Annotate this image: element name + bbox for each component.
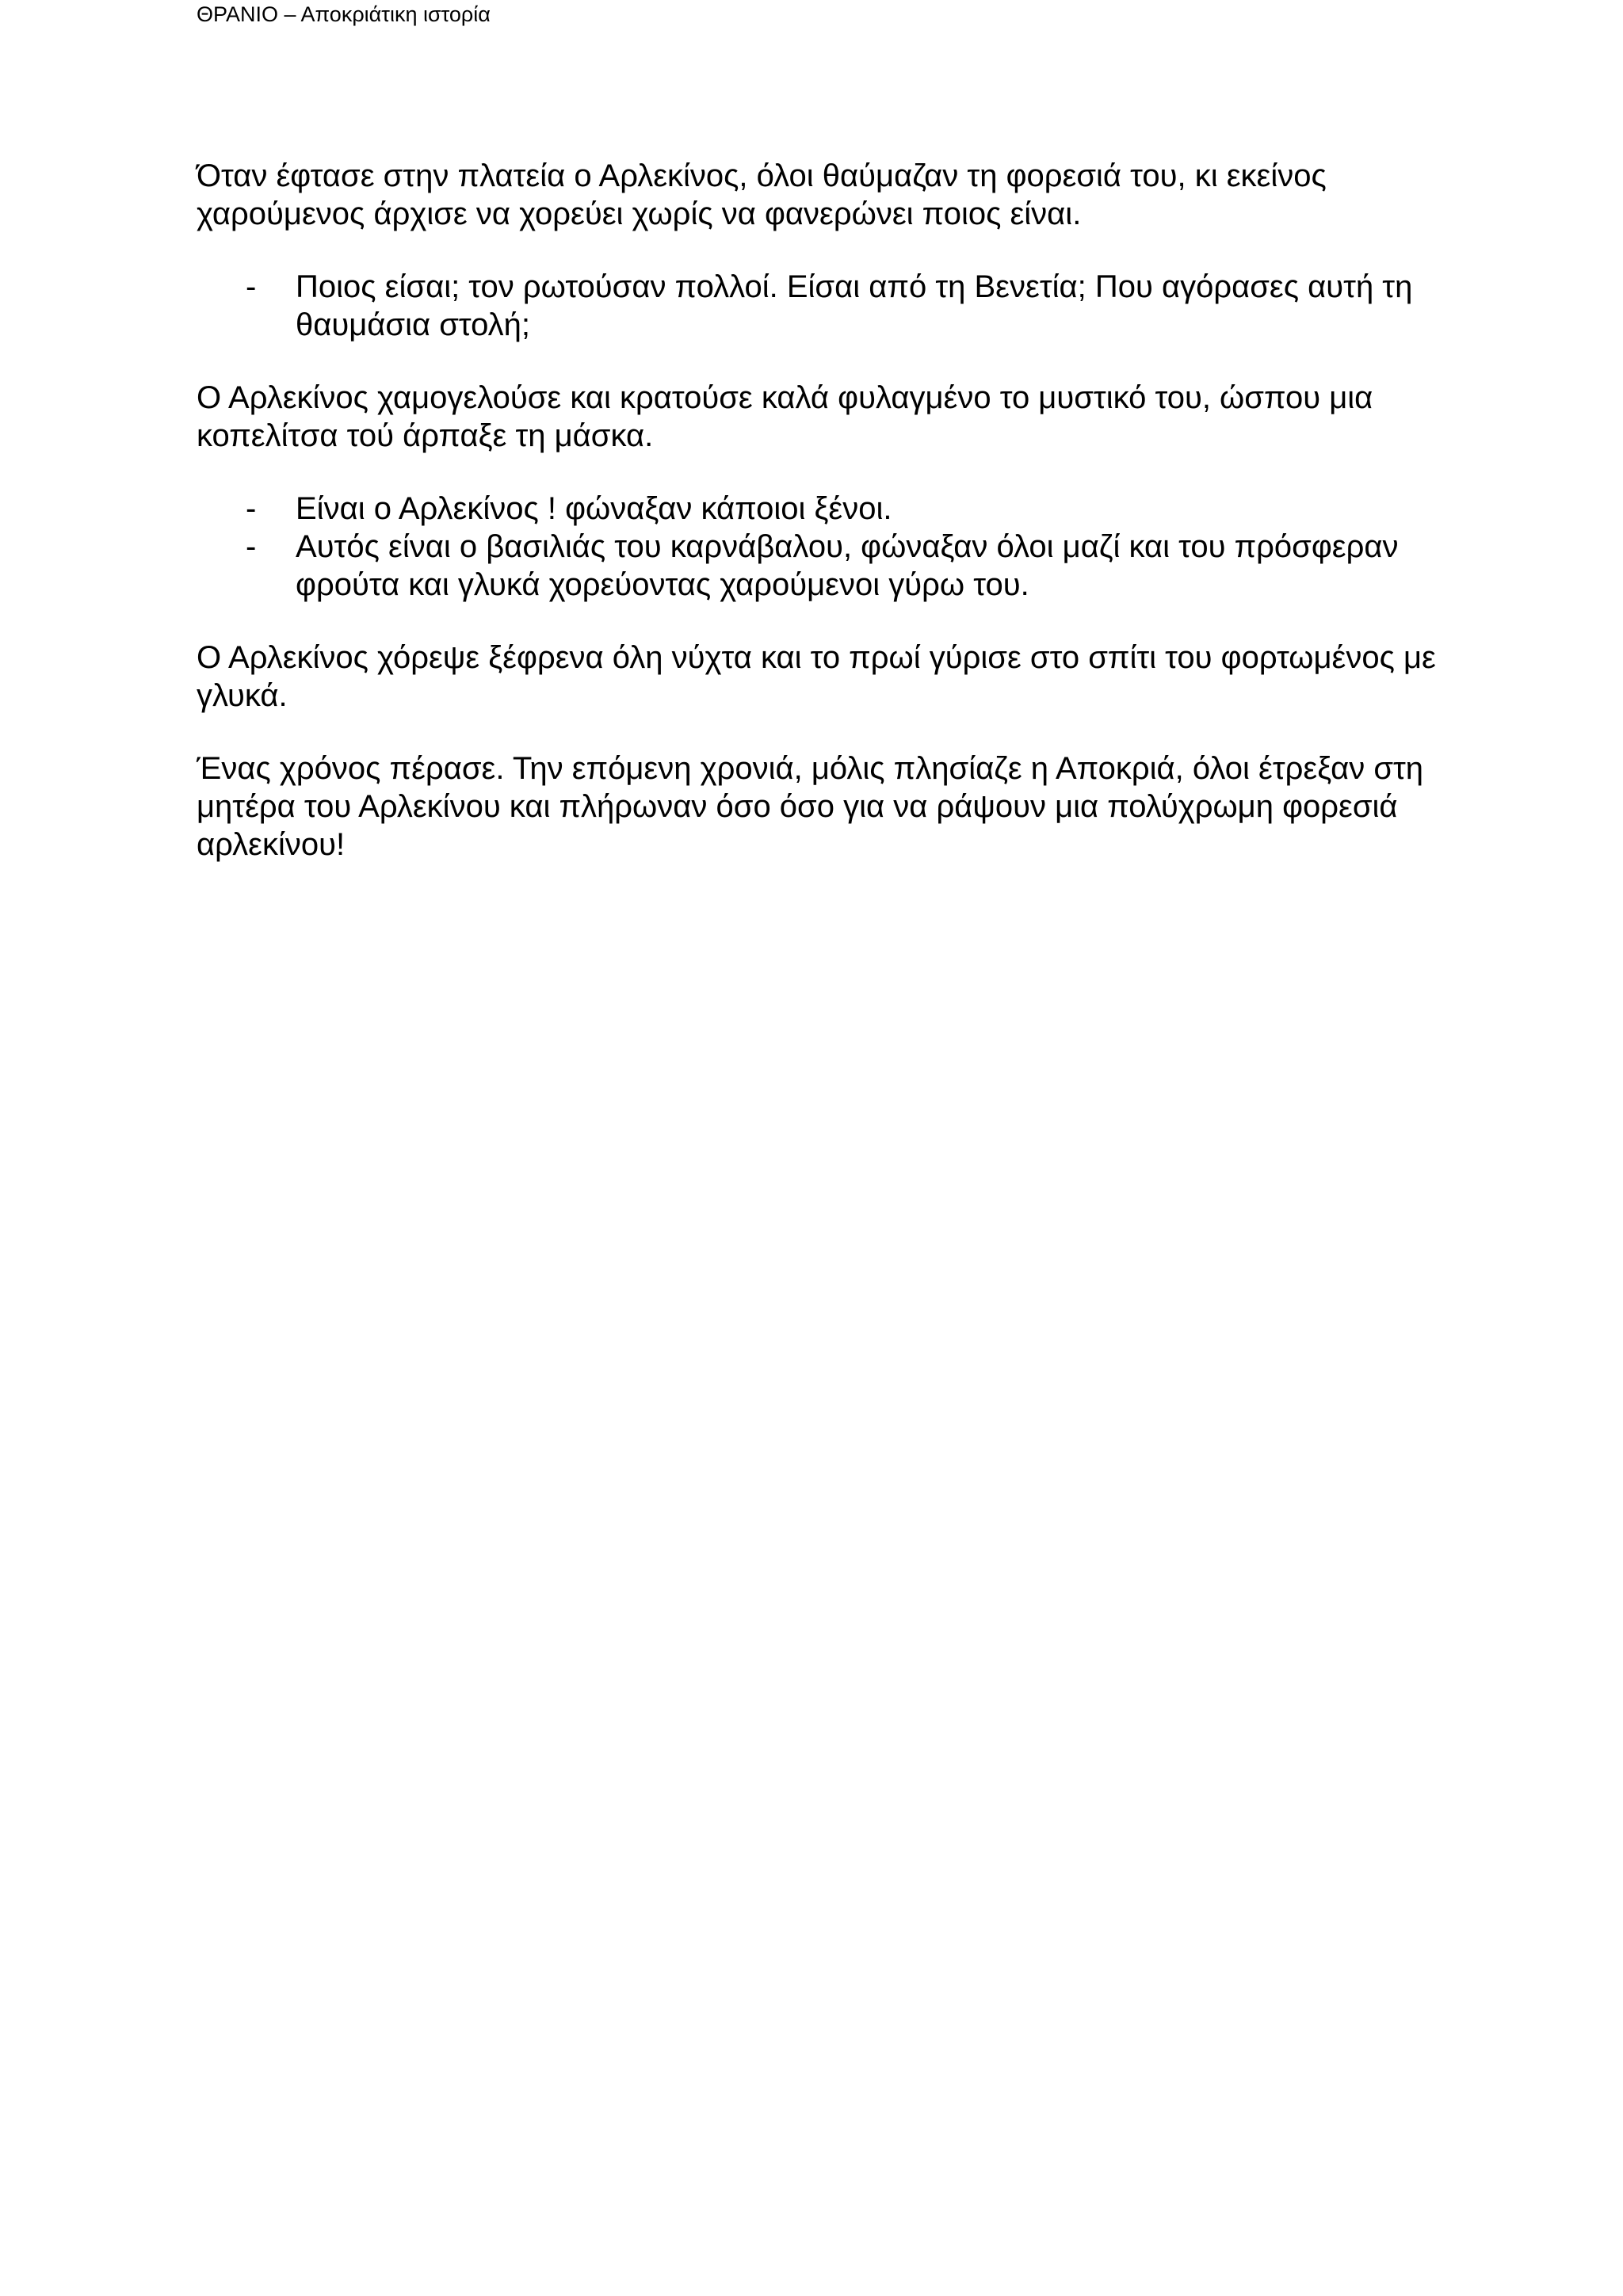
- dialogue-text: Ποιος είσαι; τον ρωτούσαν πολλοί. Είσαι από τη Βενετία; Που αγόρασες αυτή τη θαυμάσια στολή;: [296, 269, 1413, 342]
- dialogue-line: [197, 490, 1496, 528]
- story-paragraph-4: Ένας χρόνος πέρασε. Την επόμενη χρονιά, μόλις πλησίαζε η Αποκριά, όλοι έτρεξαν στη μητέρα του Αρλεκίνου και πλήρωναν όσο όσο για να ράψουν μια πολύχρωμη φορεσιά αρλεκίνου!: [197, 751, 1424, 862]
- dialogue-line: [197, 268, 1496, 344]
- dialogue-list-1: [197, 268, 1496, 344]
- story-paragraph-2: Ο Αρλεκίνος χαμογελούσε και κρατούσε καλά φυλαγμένο το μυστικό του, ώσπου μια κοπελίτσα τού άρπαξε τη μάσκα.: [197, 380, 1373, 453]
- dialogue-dash: -: [246, 529, 257, 564]
- dialogue-list-2: [197, 490, 1496, 604]
- story-paragraph-3: Ο Αρλεκίνος χόρεψε ξέφρενα όλη νύχτα και το πρωί γύρισε στο σπίτι του φορτωμένος με γλυκά.: [197, 640, 1436, 713]
- story-paragraph-1: Όταν έφτασε στην πλατεία ο Αρλεκίνος, όλοι θαύμαζαν τη φορεσιά του, κι εκείνος χαρούμενος άρχισε να χορεύει χωρίς να φανερώνει ποιος είναι.: [197, 158, 1327, 231]
- dialogue-line: [197, 528, 1496, 604]
- dialogue-text: Είναι ο Αρλεκίνος ! φώναξαν κάποιοι ξένοι.: [296, 491, 892, 526]
- dialogue-text: Αυτός είναι ο βασιλιάς του καρνάβαλου, φώναξαν όλοι μαζί και του πρόσφεραν φρούτα και γλυκά χορεύοντας χαρούμενοι γύρω του.: [296, 529, 1399, 602]
- story-body: [197, 157, 1496, 898]
- page-header: ΘΡΑΝΙΟ – Αποκριάτικη ιστορία: [197, 2, 491, 26]
- dialogue-dash: -: [246, 269, 257, 304]
- dialogue-dash: -: [246, 491, 257, 526]
